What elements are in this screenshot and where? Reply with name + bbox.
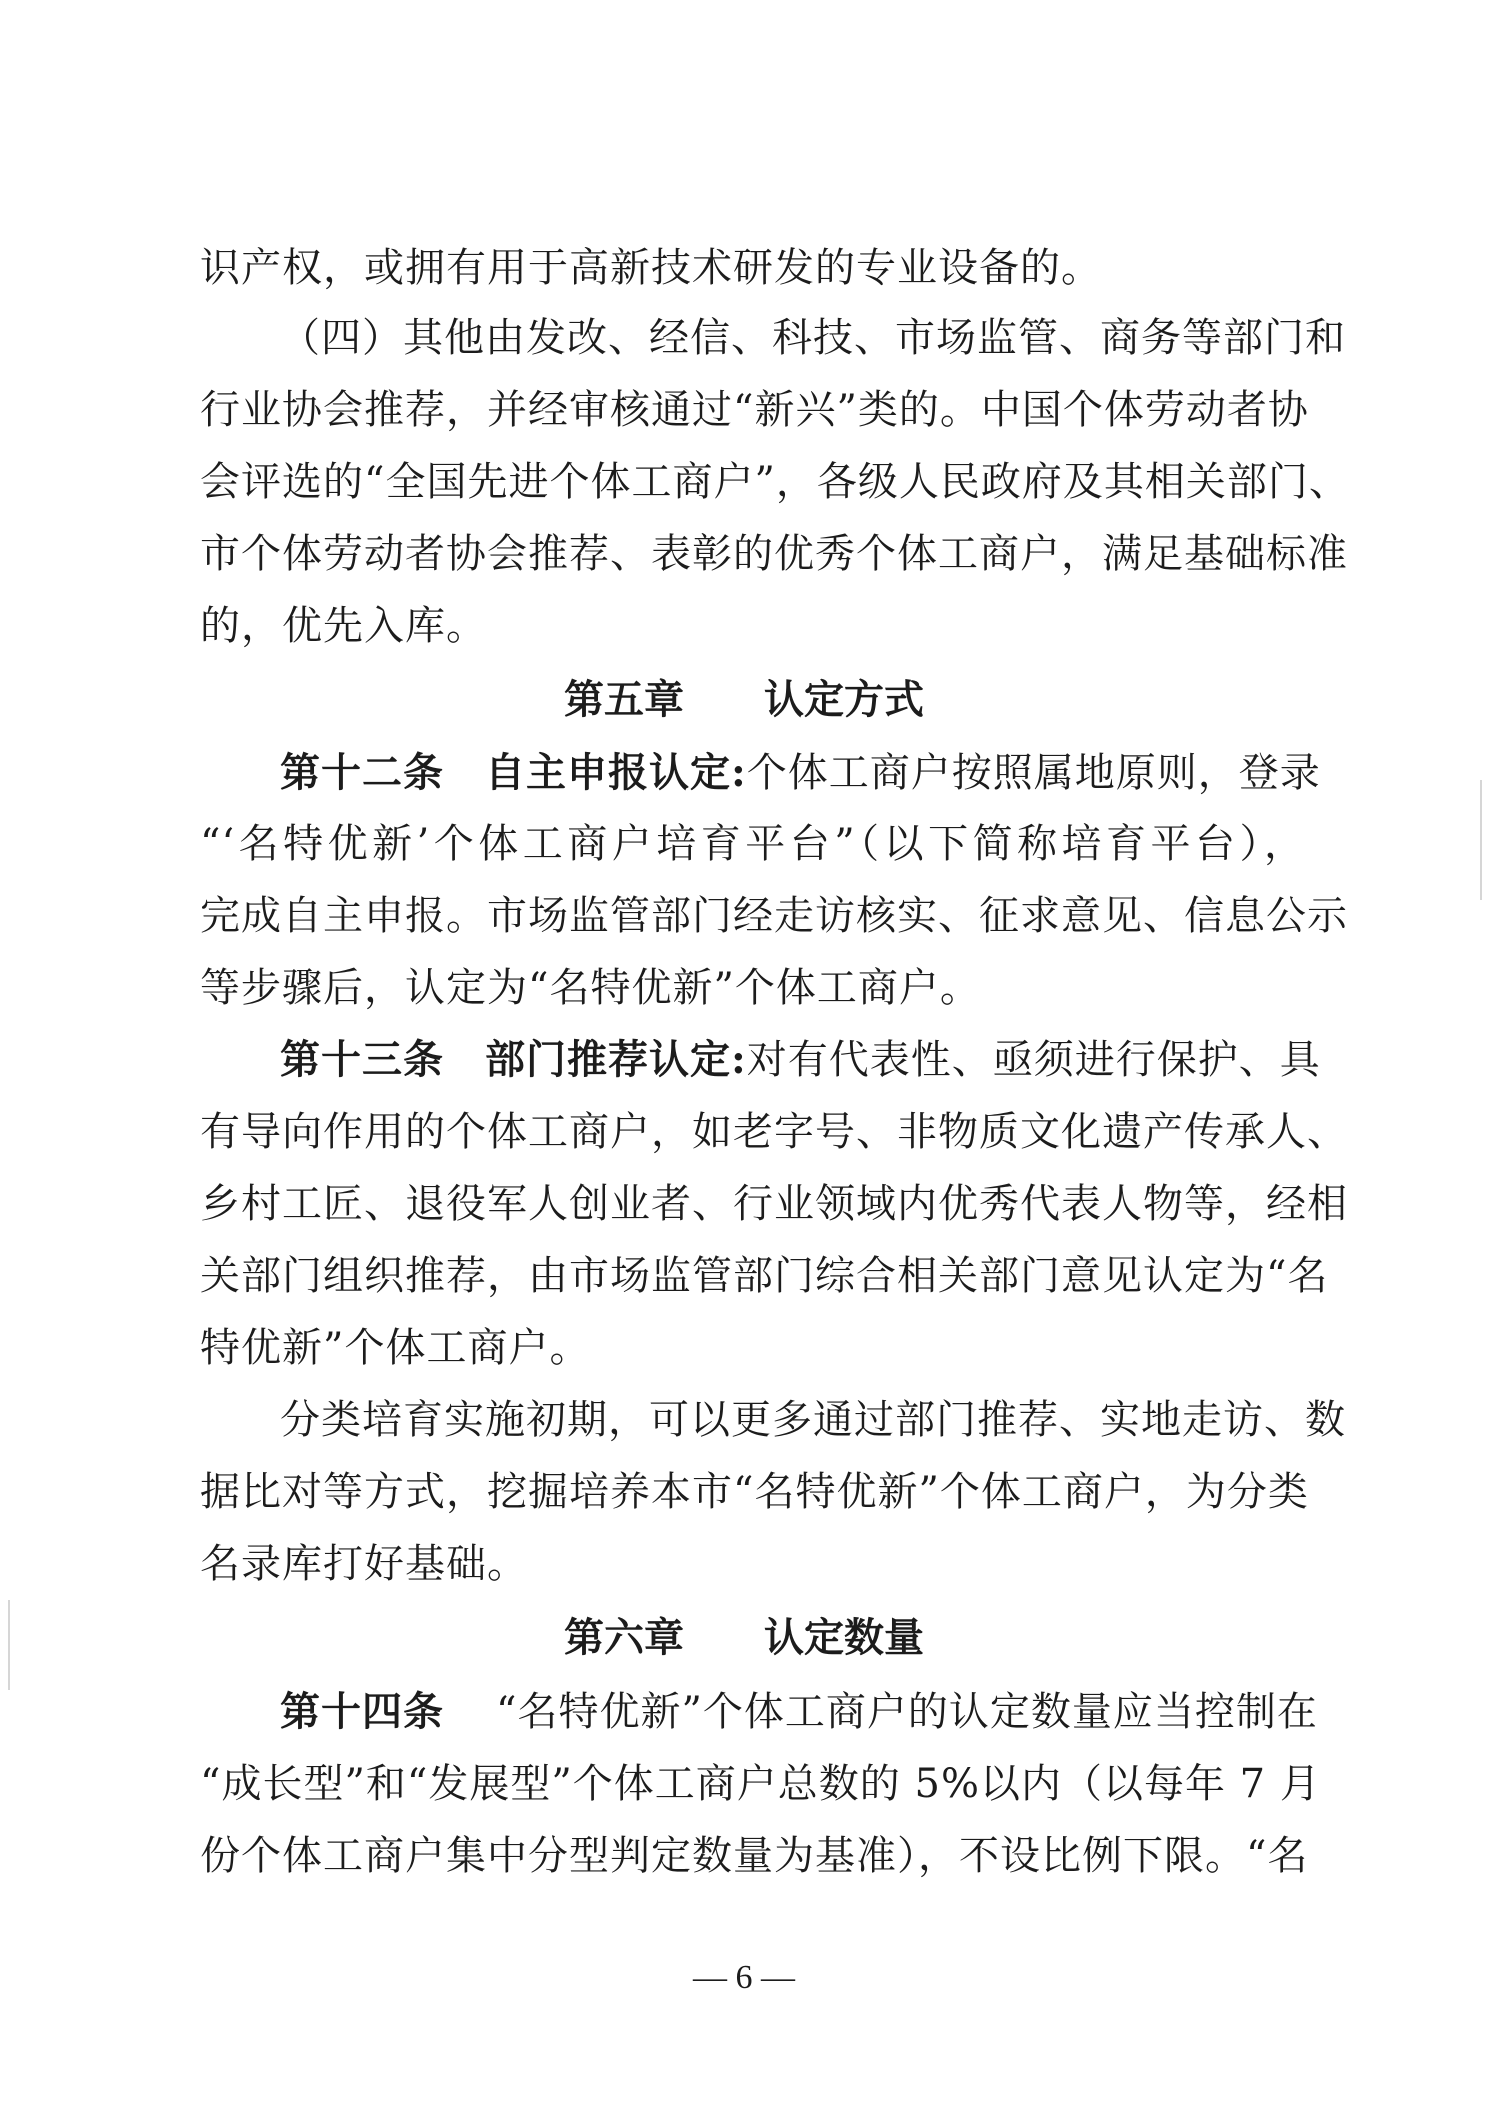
article-first-line (280, 1688, 1318, 1736)
body-line: 分类培育实施初期，可以更多通过部门推荐、实地走访、数 (280, 1397, 1346, 1443)
body-line: 乡村工匠、退役军人创业者、行业领域内优秀代表人物等，经相 (200, 1181, 1348, 1227)
article-first-line (280, 749, 1321, 797)
body-line: 的，优先入库。 (200, 603, 487, 649)
article-label: 第十四条 (280, 1688, 444, 1735)
body-line: （四）其他由发改、经信、科技、市场监管、商务等部门和 (280, 315, 1346, 361)
page-number: — 6 — (693, 1959, 795, 1996)
article-text: “名特优新”个体工商户的认定数量应当控制在 (496, 1689, 1318, 1735)
article-label: 第十三条 部门推荐认定: (280, 1036, 747, 1083)
body-line: 份个体工商户集中分型判定数量为基准），不设比例下限。“名 (200, 1833, 1309, 1879)
chapter-heading: 第六章 认定数量 (564, 1614, 924, 1661)
article-text: 个体工商户按照属地原则，登录 (746, 750, 1321, 796)
body-line: 关部门组织推荐，由市场监管部门综合相关部门意见认定为“名 (200, 1253, 1329, 1299)
body-line: 完成自主申报。市场监管部门经走访核实、征求意见、信息公示 (200, 893, 1348, 939)
body-line: 有导向作用的个体工商户，如老字号、非物质文化遗产传承人、 (200, 1109, 1348, 1155)
body-line: 行业协会推荐，并经审核通过“新兴”类的。中国个体劳动者协 (200, 387, 1309, 433)
chapter-heading: 第五章 认定方式 (564, 676, 924, 723)
body-line: 会评选的“全国先进个体工商户”，各级人民政府及其相关部门、 (200, 459, 1350, 505)
article-first-line (280, 1036, 1321, 1084)
body-line: 市个体劳动者协会推荐、表彰的优秀个体工商户，满足基础标准 (200, 531, 1348, 577)
body-line: 据比对等方式，挖掘培养本市“名特优新”个体工商户，为分类 (200, 1469, 1309, 1515)
scan-artifact (1480, 780, 1482, 900)
article-text: 对有代表性、亟须进行保护、具 (746, 1037, 1321, 1083)
body-line: 名录库打好基础。 (200, 1541, 528, 1587)
body-line: 等步骤后，认定为“名特优新”个体工商户。 (200, 965, 981, 1011)
body-line: “成长型”和“发展型”个体工商户总数的 5%以内（以每年 7 月 (200, 1761, 1321, 1807)
article-label: 第十二条 自主申报认定: (280, 749, 747, 796)
body-line: 特优新”个体工商户。 (200, 1325, 591, 1371)
body-line: “‘名特优新’个体工商户培育平台”（以下简称培育平台）， (200, 821, 1305, 867)
body-line: 识产权，或拥有用于高新技术研发的专业设备的。 (200, 245, 1102, 291)
